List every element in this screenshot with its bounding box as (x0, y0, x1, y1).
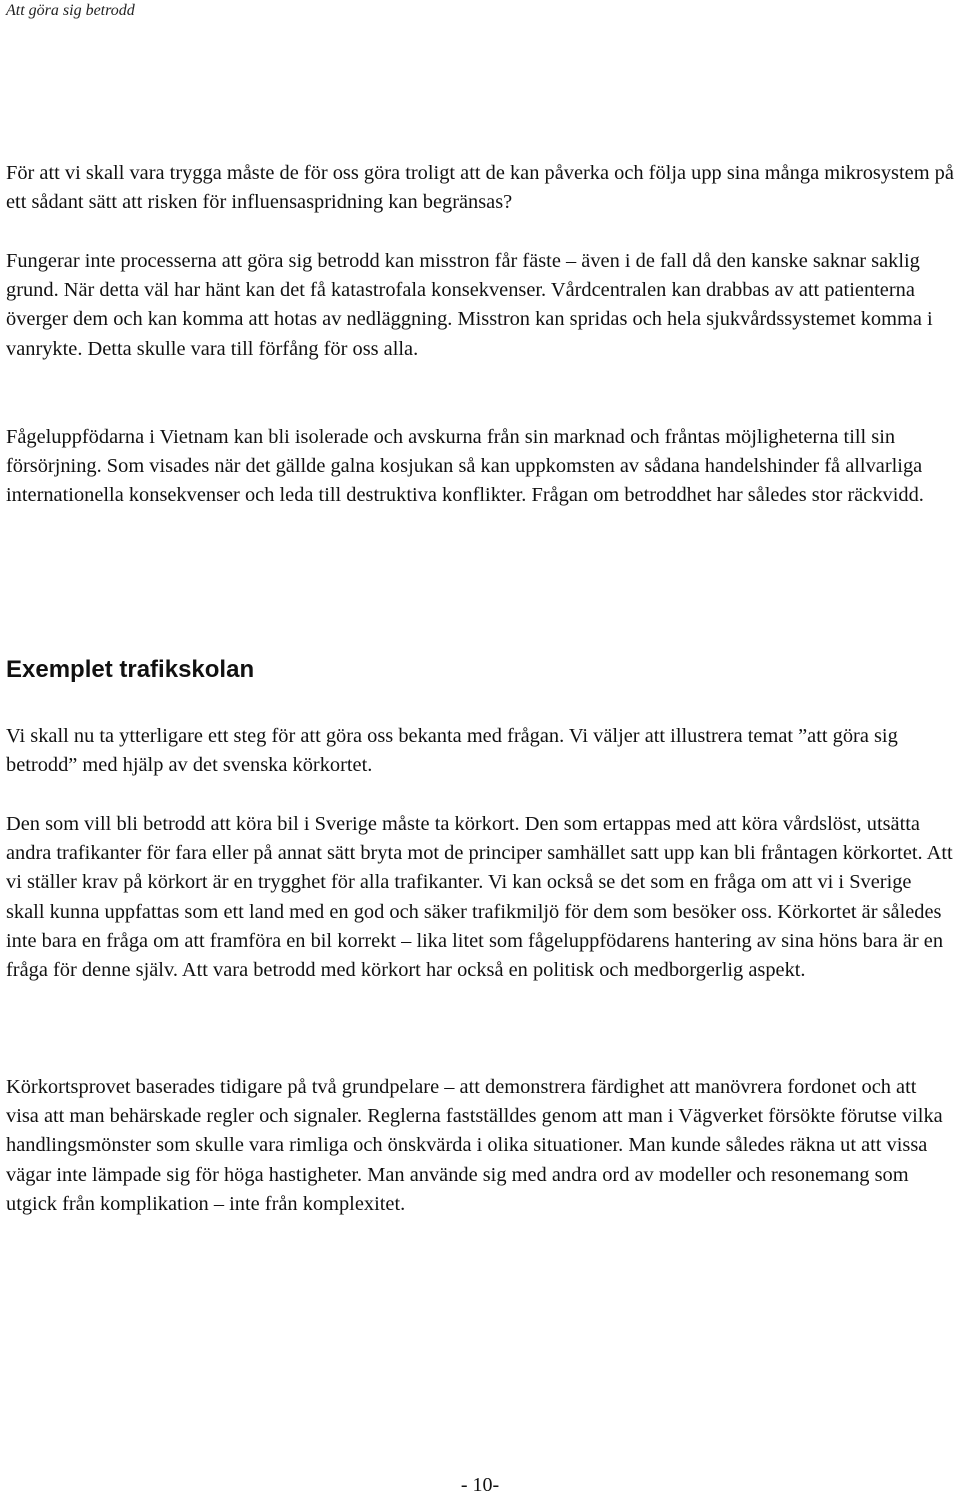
paragraph-fageluppfodare: Fågeluppfödarna i Vietnam kan bli isolerade och avskurna från sin marknad och fråntas möjligheterna till sin försörjning. Som visades när det gällde galna kosjukan så kan uppkomsten av sådana handelshinder få allvarliga internationella konsekvenser och leda till destruktiva konflikter. Frågan om betroddhet har således stor räckvidd. (6, 426, 924, 507)
paragraph-korkortsprov: Körkortsprovet baserades tidigare på två grundpelare – att demonstrera färdighet att manövrera fordonet och att visa att man behärskade regler och signaler. Reglerna fastställdes genom att man i Vägverket försökte förutse vilka handlingsmönster som skulle vara rimliga och önskvärda i olika situationer. Man kunde således räkna ut att vissa vägar inte lämpade sig för höga hastigheter. Man använde sig med andra ord av modeller och resonemang som utgick från komplikation – inte från komplexitet. (6, 1076, 943, 1215)
page-number: - 10- (460, 1474, 500, 1496)
paragraph-intro-korkort: Vi skall nu ta ytterligare ett steg för att göra oss bekanta med frågan. Vi väljer att illustrera temat ”att göra sig betrodd” med hjälp av det svenska körkortet. (6, 725, 898, 777)
paragraph-misstro: Fungerar inte processerna att göra sig betrodd kan misstron får fäste – även i de fall då den kanske saknar saklig grund. När detta väl har hänt kan det få katastrofala konsekvenser. Vårdcentralen kan drabbas av att patienterna överger dem och kan komma att hotas av nedläggning. Misstron kan spridas och hela sjukvårdssystemet komma i vanrykte. Detta skulle vara till förfång för oss alla. (6, 250, 933, 360)
paragraph-influensa-risk: För att vi skall vara trygga måste de för oss göra troligt att de kan påverka och följa upp sina många mikrosystem på ett sådant sätt att risken för influensaspridning kan begränsas? (6, 162, 954, 214)
running-header: Att göra sig betrodd (6, 2, 135, 19)
section-heading: Exemplet trafikskolan (6, 656, 255, 683)
paragraph-korkort: Den som vill bli betrodd att köra bil i Sverige måste ta körkort. Den som ertappas med att köra vårdslöst, utsätta andra trafikanter för fara eller på annat sätt bryta mot de principer samhället satt upp kan bli fråntagen körkortet. Att vi ställer krav på körkort är en trygghet för alla trafikanter. Vi kan också se det som en fråga om att vi i Sverige skall kunna uppfattas som ett land med en god och säker trafikmiljö för dem som besöker oss. Körkortet är således inte bara en fråga om att framföra en bil korrekt – lika litet som fågeluppfödarens hantering av sina höns bara är en fråga för denne själv. Att vara betrodd med körkort har också en politisk och medborgerlig aspekt. (6, 813, 953, 982)
